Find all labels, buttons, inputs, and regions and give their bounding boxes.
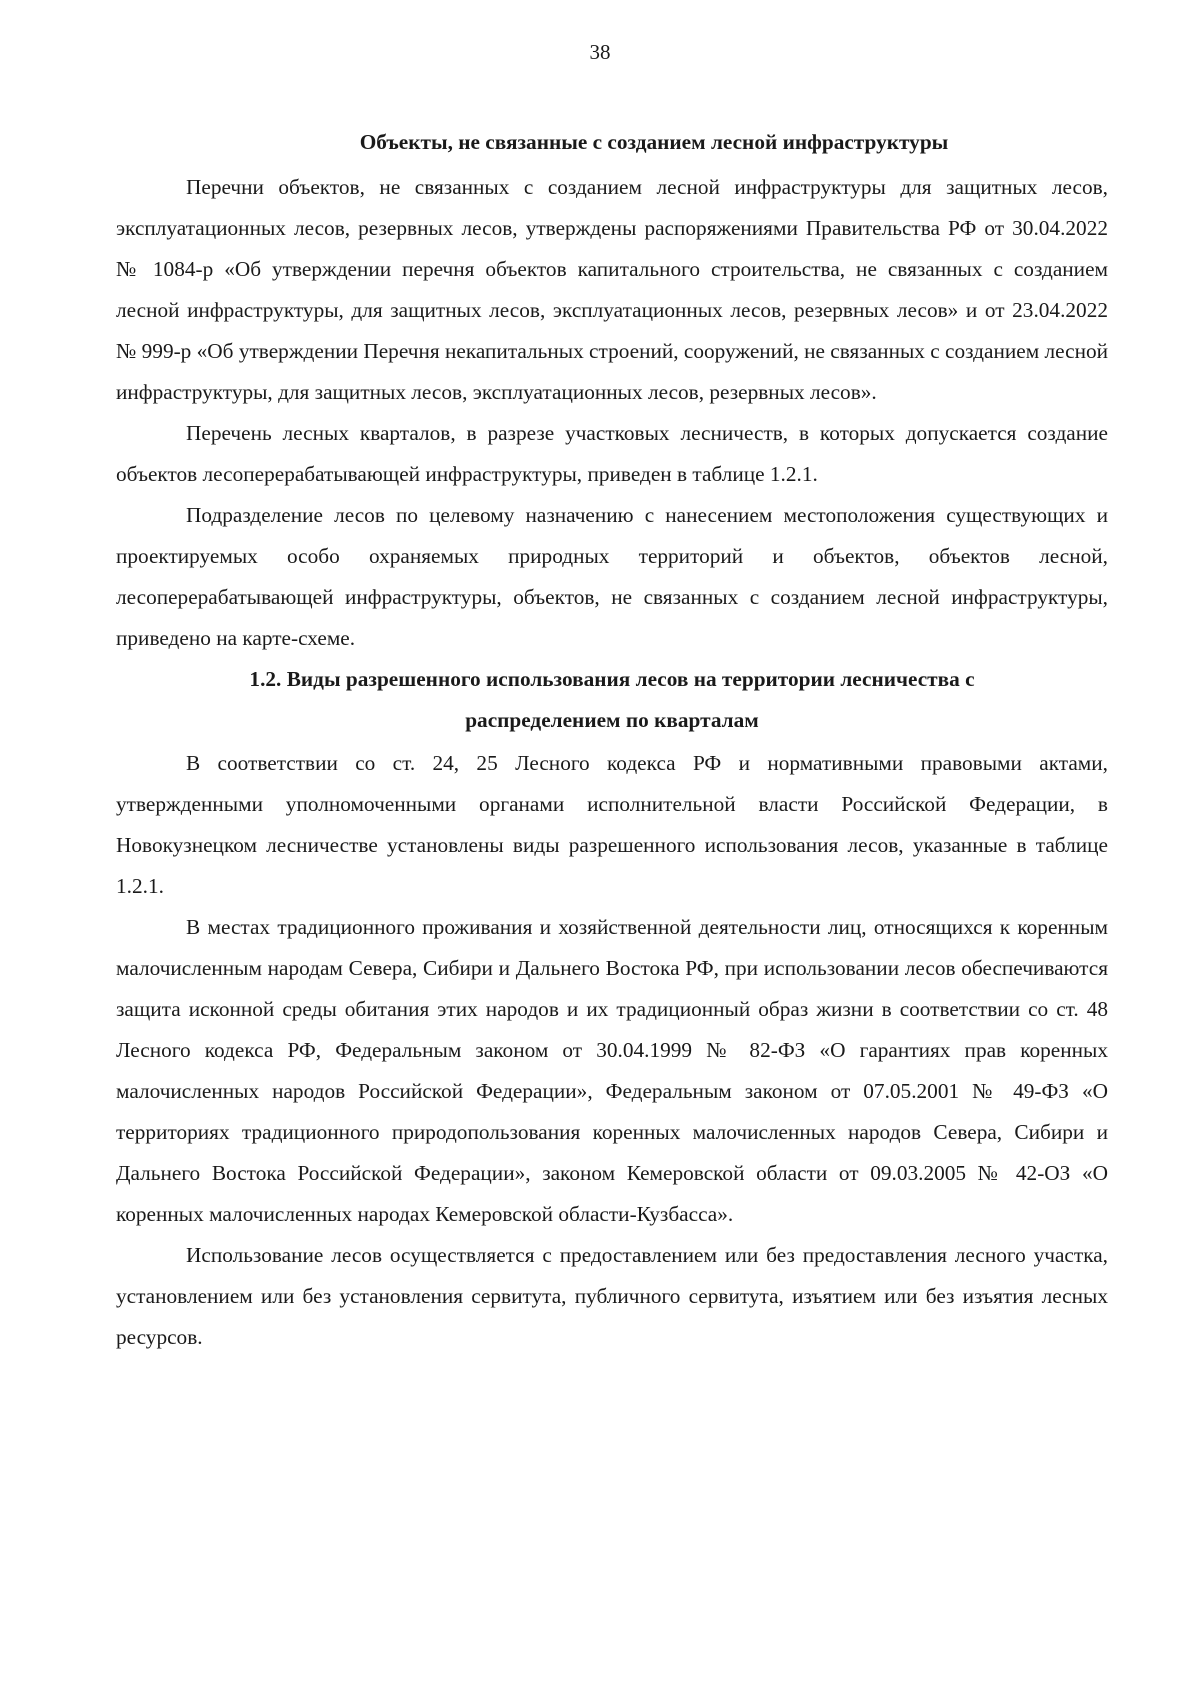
paragraph: Перечень лесных кварталов, в разрезе участковых лесничеств, в которых допускается создание объектов лесоперерабатывающей инфраструктуры, приведен в таблице 1.2.1. <box>116 421 1108 486</box>
paragraph: Использование лесов осуществляется с предоставлением или без предоставления лесного участка, установлением или без установления сервитута, публичного сервитута, изъятием или без изъятия лесных ресурсов. <box>116 1243 1108 1349</box>
section-heading-line: распределением по кварталам <box>465 708 759 732</box>
paragraph: Перечни объектов, не связанных с созданием лесной инфраструктуры для защитных лесов, эксплуатационных лесов, резервных лесов, утверждены распоряжениями Правительства РФ от 30.04.2022 № 1084-р «Об утверждении перечня объектов капитального строительства, не связанных с созданием лесной инфраструктуры, для защитных лесов, эксплуатационных лесов, резервных лесов» и от 23.04.2022 № 999-р «Об утверждении Перечня некапитальных строений, сооружений, не связанных с созданием лесной инфраструктуры, для защитных лесов, эксплуатационных лесов, резервных лесов». <box>116 175 1109 404</box>
paragraph: В соответствии со ст. 24, 25 Лесного кодекса РФ и нормативными правовыми актами, утвержденными уполномоченными органами исполнительной власти Российской Федерации, в Новокузнецком лесничестве установлены виды разрешенного использования лесов, указанные в таблице 1.2.1. <box>116 751 1108 898</box>
page-number: 38 <box>589 40 611 64</box>
paragraph: В местах традиционного проживания и хозяйственной деятельности лиц, относящихся к коренным малочисленным народам Севера, Сибири и Дальнего Востока РФ, при использовании лесов обеспечиваются защита исконной среды обитания этих народов и их традиционный образ жизни в соответствии со ст. 48 Лесного кодекса РФ, Федеральным законом от 30.04.1999 № 82-ФЗ «О гарантиях прав коренных малочисленных народов Российской Федерации», Федеральным законом от 07.05.2001 № 49-ФЗ «О территориях традиционного природопользования коренных малочисленных народов Севера, Сибири и Дальнего Востока Российской Федерации», законом Кемеровской области от 09.03.2005 № 42-ОЗ «О коренных малочисленных народах Кемеровской области-Кузбасса». <box>116 915 1108 1226</box>
section-heading-1-2 <box>116 659 1108 741</box>
document-body <box>116 122 1108 1358</box>
paragraph: Подразделение лесов по целевому назначению с нанесением местоположения существующих и проектируемых особо охраняемых природных территорий и объектов, объектов лесной, лесоперерабатывающей инфраструктуры, объектов, не связанных с созданием лесной инфраструктуры, приведено на карте-схеме. <box>116 503 1108 650</box>
subheading-non-infrastructure-objects: Объекты, не связанные с созданием лесной инфраструктуры <box>359 130 949 154</box>
section-heading-line: 1.2. Виды разрешенного использования лесов на территории лесничества с <box>249 667 975 691</box>
